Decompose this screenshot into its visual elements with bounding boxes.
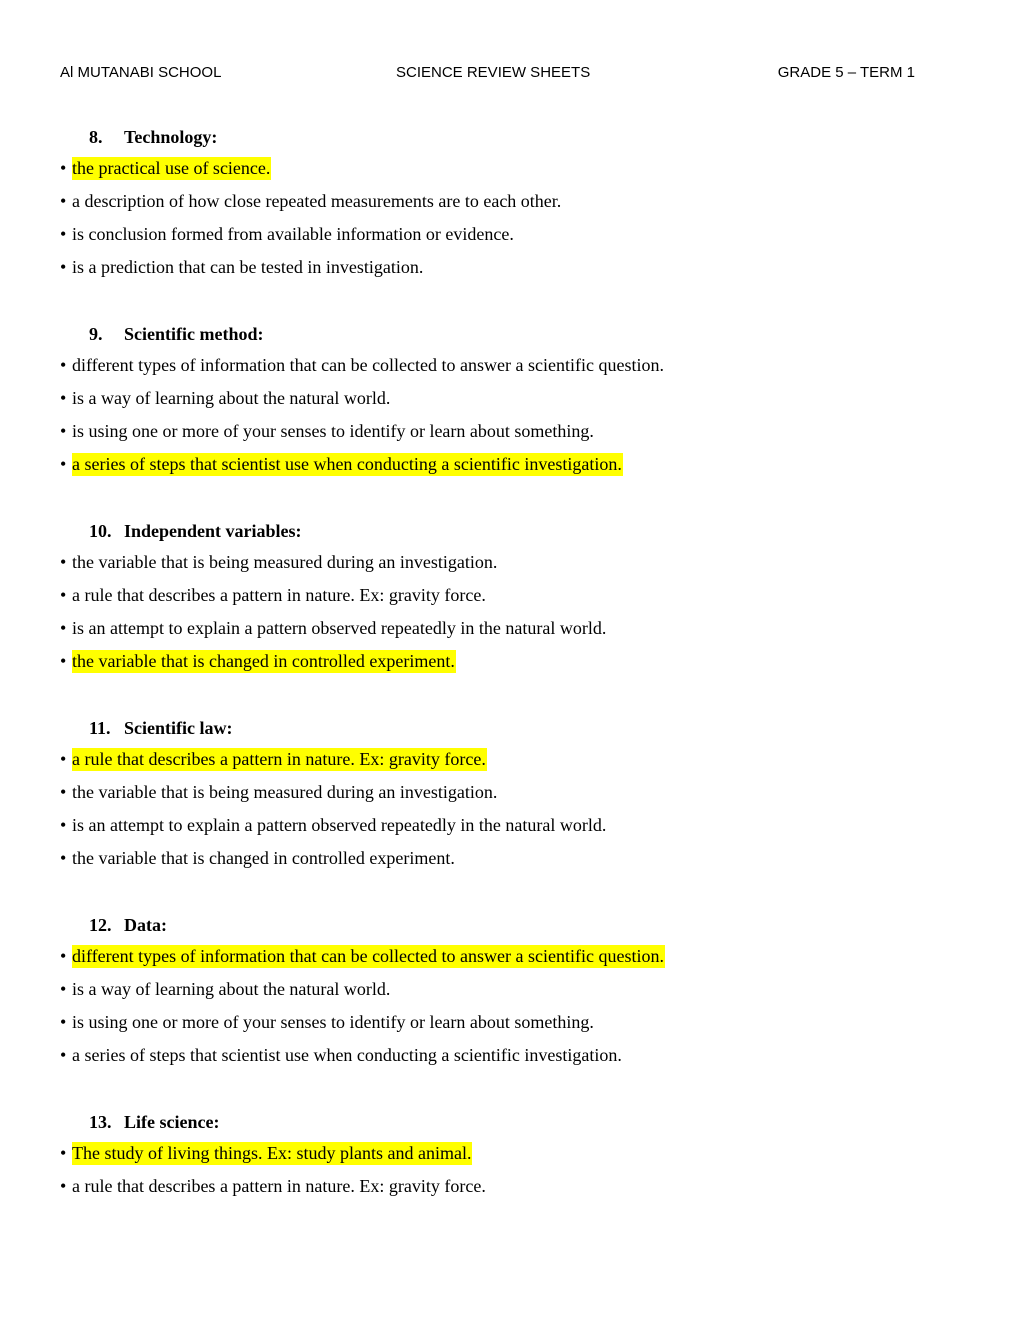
question-number: 11.	[89, 718, 111, 738]
review-questions	[60, 122, 960, 1238]
answer-option	[60, 809, 960, 842]
bullet-icon: •	[60, 421, 67, 441]
bullet-icon: •	[60, 191, 67, 211]
answer-option-text: is using one or more of your senses to identify or learn about something.	[72, 1012, 594, 1032]
question-section	[60, 910, 960, 1072]
bullet-icon: •	[60, 1045, 67, 1065]
question-term: Technology:	[124, 127, 218, 147]
bullet-icon: •	[60, 158, 67, 178]
answer-option	[60, 251, 960, 284]
answer-option-correct	[60, 743, 960, 776]
answer-option	[60, 973, 960, 1006]
answer-option-text: a description of how close repeated measurements are to each other.	[72, 191, 562, 211]
answer-option	[60, 612, 960, 645]
header-grade-term: GRADE 5 – TERM 1	[777, 64, 915, 81]
question-title	[60, 516, 960, 546]
bullet-icon: •	[60, 1012, 67, 1032]
question-title	[60, 319, 960, 349]
bullet-icon: •	[60, 651, 67, 671]
bullet-icon: •	[60, 1176, 67, 1196]
bullet-icon: •	[60, 979, 67, 999]
answer-option-text: the practical use of science.	[72, 158, 271, 178]
bullet-icon: •	[60, 585, 67, 605]
question-number: 8.	[89, 127, 103, 147]
answer-option-text: a rule that describes a pattern in nature. Ex: gravity force.	[72, 749, 486, 769]
answer-option	[60, 579, 960, 612]
bullet-icon: •	[60, 552, 67, 572]
answer-option-text: a rule that describes a pattern in nature. Ex: gravity force.	[72, 1176, 486, 1196]
bullet-icon: •	[60, 388, 67, 408]
question-title	[60, 910, 960, 940]
answer-option	[60, 842, 960, 875]
answer-option-text: the variable that is changed in controlled experiment.	[72, 651, 455, 671]
question-term: Scientific law:	[124, 718, 233, 738]
answer-option-text: the variable that is being measured during an investigation.	[72, 552, 498, 572]
bullet-icon: •	[60, 355, 67, 375]
question-section	[60, 122, 960, 284]
answer-option-text: is an attempt to explain a pattern observed repeatedly in the natural world.	[72, 618, 607, 638]
answer-option-text: a series of steps that scientist use when conducting a scientific investigation.	[72, 454, 622, 474]
answer-option	[60, 776, 960, 809]
question-title	[60, 1107, 960, 1137]
bullet-icon: •	[60, 749, 67, 769]
answer-option-correct	[60, 152, 960, 185]
answer-option	[60, 1039, 960, 1072]
answer-option-text: is a prediction that can be tested in investigation.	[72, 257, 424, 277]
answer-option	[60, 185, 960, 218]
bullet-icon: •	[60, 848, 67, 868]
question-section	[60, 713, 960, 875]
answer-option	[60, 349, 960, 382]
question-term: Life science:	[124, 1112, 220, 1132]
answer-option	[60, 218, 960, 251]
question-number: 10.	[89, 521, 112, 541]
answer-option-text: is a way of learning about the natural world.	[72, 979, 391, 999]
answer-option-text: a rule that describes a pattern in nature. Ex: gravity force.	[72, 585, 486, 605]
bullet-icon: •	[60, 224, 67, 244]
answer-option-text: different types of information that can be collected to answer a scientific question.	[72, 946, 664, 966]
answer-option-text: is an attempt to explain a pattern observed repeatedly in the natural world.	[72, 815, 607, 835]
question-section	[60, 516, 960, 678]
answer-option-correct	[60, 1137, 960, 1170]
answer-option-text: different types of information that can be collected to answer a scientific question.	[72, 355, 664, 375]
answer-option-text: The study of living things. Ex: study plants and animal.	[72, 1143, 472, 1163]
question-title	[60, 122, 960, 152]
header-school-name: Al MUTANABI SCHOOL	[60, 64, 222, 81]
question-section	[60, 1107, 960, 1203]
question-number: 13.	[89, 1112, 112, 1132]
page-header	[60, 64, 915, 86]
answer-option	[60, 1006, 960, 1039]
question-title	[60, 713, 960, 743]
bullet-icon: •	[60, 1143, 67, 1163]
answer-option-correct	[60, 448, 960, 481]
answer-option-text: the variable that is changed in controlled experiment.	[72, 848, 455, 868]
answer-option-correct	[60, 940, 960, 973]
question-number: 9.	[89, 324, 103, 344]
question-term: Independent variables:	[124, 521, 302, 541]
question-term: Scientific method:	[124, 324, 264, 344]
header-document-title: SCIENCE REVIEW SHEETS	[396, 64, 591, 81]
bullet-icon: •	[60, 815, 67, 835]
answer-option-text: is a way of learning about the natural world.	[72, 388, 391, 408]
answer-option-correct	[60, 645, 960, 678]
answer-option	[60, 1170, 960, 1203]
bullet-icon: •	[60, 257, 67, 277]
answer-option-text: is conclusion formed from available information or evidence.	[72, 224, 514, 244]
answer-option-text: is using one or more of your senses to identify or learn about something.	[72, 421, 594, 441]
answer-option	[60, 415, 960, 448]
bullet-icon: •	[60, 782, 67, 802]
answer-option	[60, 546, 960, 579]
answer-option	[60, 382, 960, 415]
bullet-icon: •	[60, 454, 67, 474]
bullet-icon: •	[60, 618, 67, 638]
question-term: Data:	[124, 915, 167, 935]
bullet-icon: •	[60, 946, 67, 966]
answer-option-text: the variable that is being measured during an investigation.	[72, 782, 498, 802]
question-section	[60, 319, 960, 481]
question-number: 12.	[89, 915, 112, 935]
answer-option-text: a series of steps that scientist use when conducting a scientific investigation.	[72, 1045, 622, 1065]
